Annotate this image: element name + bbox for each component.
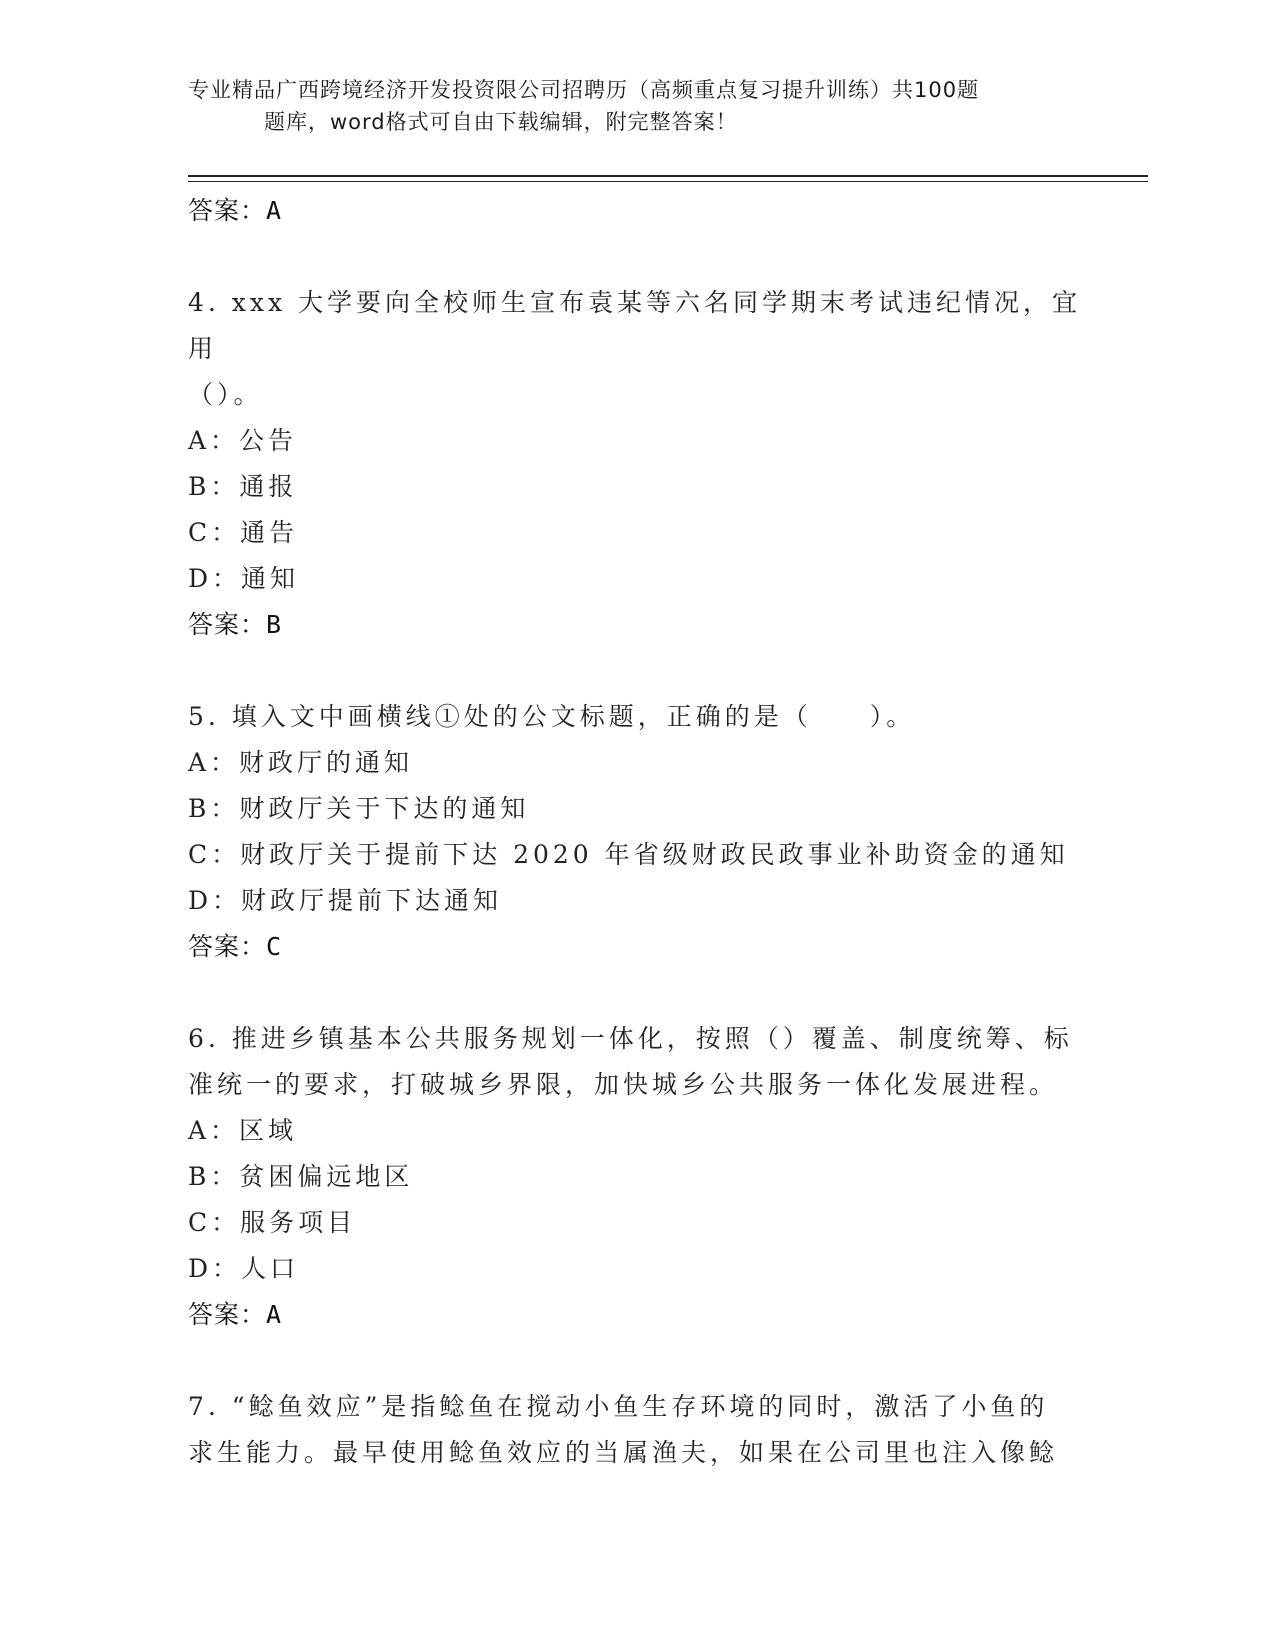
question-text: 7. “鲶鱼效应”是指鲶鱼在搅动小鱼生存环境的同时，激活了小鱼的 [188,1392,1049,1421]
option-b: B：通报 [188,472,298,501]
header-title-line-2: 题库，word格式可自由下载编辑，附完整答案！ [264,110,738,134]
option-a: A：区域 [188,1116,298,1145]
question-text-cont: （）。 [188,380,263,409]
question-block [188,1384,1088,1476]
option-c: C：服务项目 [188,1208,357,1237]
option-b: B：贫困偏远地区 [188,1162,414,1191]
document-header [188,74,1088,138]
question-text: 6. 推进乡镇基本公共服务规划一体化，按照（）覆盖、制度统筹、标 [188,1024,1073,1053]
header-rule-thick [188,175,1148,177]
answer-value: B [266,610,283,639]
option-b: B：财政厅关于下达的通知 [188,794,530,823]
answer-value: A [266,1300,283,1329]
option-d: D：财政厅提前下达通知 [188,886,503,915]
answer-value: A [266,196,283,225]
question-text-cont: 准统一的要求，打破城乡界限，加快城乡公共服务一体化发展进程。 [188,1070,1059,1099]
answer-value: C [266,932,283,961]
header-rule-thin [188,181,1148,182]
question-text: 5. 填入文中画横线①处的公文标题，正确的是（ ）。 [188,702,916,731]
header-title-line-1: 专业精品广西跨境经济开发投资限公司招聘历（高频重点复习提升训练）共100题 [188,78,980,102]
option-c: C：财政厅关于提前下达 2020 年省级财政民政事业补助资金的通知 [188,840,1069,869]
answer-line [188,1292,1088,1338]
answer-line [188,924,1088,970]
answer-label: 答案： [188,196,267,225]
answer-label: 答案： [188,610,267,639]
answer-line [188,602,1088,648]
question-block [188,694,1088,970]
option-c: C：通告 [188,518,299,547]
answer-label: 答案： [188,932,267,961]
option-a: A：财政厅的通知 [188,748,414,777]
question-block [188,1016,1088,1338]
answer-label: 答案： [188,1300,267,1329]
document-body [188,188,1088,1476]
answer-line [188,188,1088,234]
question-block [188,280,1088,648]
option-d: D：通知 [188,564,300,593]
option-d: D：人口 [188,1254,300,1283]
question-text-cont: 求生能力。最早使用鲶鱼效应的当属渔夫，如果在公司里也注入像鲶 [188,1438,1059,1467]
question-text: 4. xxx 大学要向全校师生宣布袁某等六名同学期末考试违纪情况，宜用 [188,288,1082,363]
option-a: A：公告 [188,426,298,455]
